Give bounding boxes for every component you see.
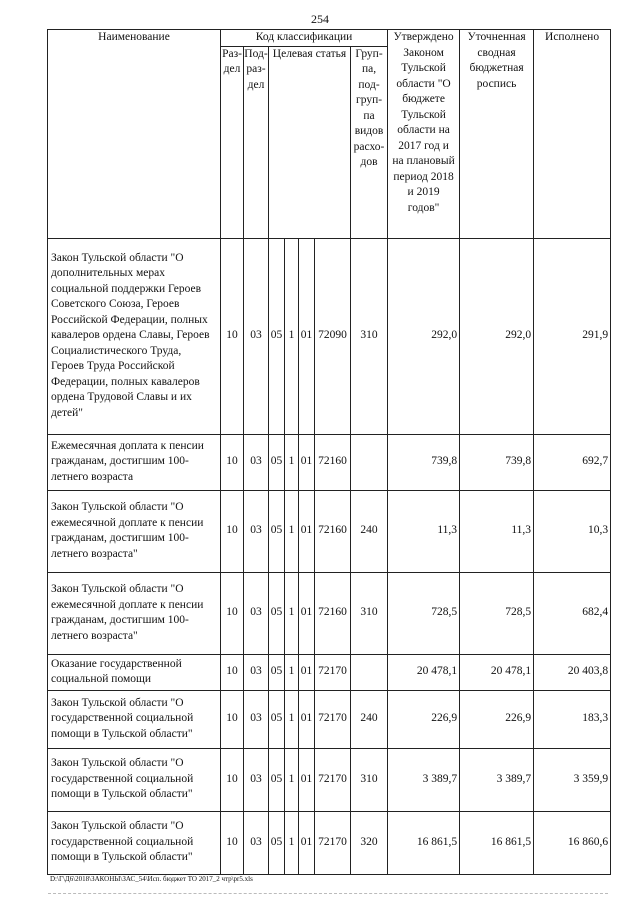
target-article-part-1: 05 <box>269 238 285 434</box>
expense-group-code: 320 <box>351 811 388 874</box>
refined-amount: 3 389,7 <box>460 748 534 811</box>
refined-amount: 20 478,1 <box>460 654 534 690</box>
target-article-part-3: 01 <box>299 690 315 748</box>
approved-amount: 3 389,7 <box>388 748 460 811</box>
section-code: 10 <box>221 238 244 434</box>
target-article-part-4: 72160 <box>315 490 351 572</box>
footer-file-path: D:\Г\Д6\2018\ЗАКОНЫ\ЗАС_54\Исп. бюджет ТО 2017_2 чтр\pr5.xls <box>50 875 253 883</box>
executed-amount: 183,3 <box>534 690 611 748</box>
subsection-code: 03 <box>244 654 269 690</box>
section-code: 10 <box>221 434 244 490</box>
header-section: Раз- дел <box>221 46 244 238</box>
row-name: Закон Тульской области "О государственной социальной помощи в Тульской области" <box>48 811 221 874</box>
target-article-part-3: 01 <box>299 238 315 434</box>
header-code-group: Код классификации <box>221 30 388 47</box>
subsection-code: 03 <box>244 238 269 434</box>
approved-amount: 226,9 <box>388 690 460 748</box>
target-article-part-3: 01 <box>299 434 315 490</box>
target-article-part-1: 05 <box>269 690 285 748</box>
header-name: Наименование <box>48 30 221 239</box>
target-article-part-3: 01 <box>299 654 315 690</box>
table-row <box>48 238 611 434</box>
table-row <box>48 811 611 874</box>
row-name: Оказание государственной социальной помощи <box>48 654 221 690</box>
expense-group-code: 240 <box>351 490 388 572</box>
budget-table <box>47 29 611 875</box>
target-article-part-3: 01 <box>299 748 315 811</box>
table-row <box>48 690 611 748</box>
target-article-part-2: 1 <box>285 811 299 874</box>
approved-amount: 16 861,5 <box>388 811 460 874</box>
executed-amount: 692,7 <box>534 434 611 490</box>
approved-amount: 20 478,1 <box>388 654 460 690</box>
row-name: Закон Тульской области "О ежемесячной доплате к пенсии гражданам, достигшим 100-летнего возраста" <box>48 490 221 572</box>
subsection-code: 03 <box>244 572 269 654</box>
refined-amount: 739,8 <box>460 434 534 490</box>
target-article-part-1: 05 <box>269 572 285 654</box>
table-row <box>48 434 611 490</box>
header-refined: Уточненная сводная бюджетная роспись <box>460 30 534 239</box>
target-article-part-2: 1 <box>285 434 299 490</box>
approved-amount: 739,8 <box>388 434 460 490</box>
target-article-part-1: 05 <box>269 654 285 690</box>
refined-amount: 11,3 <box>460 490 534 572</box>
expense-group-code: 310 <box>351 572 388 654</box>
expense-group-code: 310 <box>351 238 388 434</box>
table-row <box>48 654 611 690</box>
row-name: Закон Тульской области "О ежемесячной доплате к пенсии гражданам, достигшим 100-летнего возраста" <box>48 572 221 654</box>
page-number: 254 <box>311 12 329 26</box>
target-article-part-2: 1 <box>285 490 299 572</box>
section-code: 10 <box>221 490 244 572</box>
bottom-divider <box>48 893 608 894</box>
row-name: Ежемесячная доплата к пенсии гражданам, достигшим 100-летнего возраста <box>48 434 221 490</box>
refined-amount: 292,0 <box>460 238 534 434</box>
header-target-article: Целевая статья <box>269 46 351 238</box>
target-article-part-4: 72160 <box>315 434 351 490</box>
row-name: Закон Тульской области "О государственной социальной помощи в Тульской области" <box>48 690 221 748</box>
table-row <box>48 490 611 572</box>
target-article-part-4: 72170 <box>315 654 351 690</box>
row-name: Закон Тульской области "О государственной социальной помощи в Тульской области" <box>48 748 221 811</box>
subsection-code: 03 <box>244 690 269 748</box>
target-article-part-3: 01 <box>299 572 315 654</box>
target-article-part-1: 05 <box>269 490 285 572</box>
row-name: Закон Тульской области "О дополнительных мерах социальной поддержки Героев Советского Союза, Героев Российской Федерации, полных кавалеров ордена Славы, Героев Социалистического Труда, Героев Труда Российской Федерации, полных кавалеров ордена Трудовой Славы и их детей" <box>48 238 221 434</box>
expense-group-code: 240 <box>351 690 388 748</box>
expense-group-code: 310 <box>351 748 388 811</box>
target-article-part-1: 05 <box>269 434 285 490</box>
target-article-part-4: 72170 <box>315 811 351 874</box>
subsection-code: 03 <box>244 434 269 490</box>
table-row <box>48 572 611 654</box>
subsection-code: 03 <box>244 811 269 874</box>
approved-amount: 728,5 <box>388 572 460 654</box>
header-executed: Исполнено <box>534 30 611 239</box>
header-row-1 <box>48 30 611 47</box>
executed-amount: 10,3 <box>534 490 611 572</box>
target-article-part-2: 1 <box>285 748 299 811</box>
target-article-part-1: 05 <box>269 748 285 811</box>
target-article-part-2: 1 <box>285 654 299 690</box>
target-article-part-2: 1 <box>285 238 299 434</box>
target-article-part-4: 72160 <box>315 572 351 654</box>
section-code: 10 <box>221 811 244 874</box>
executed-amount: 16 860,6 <box>534 811 611 874</box>
target-article-part-4: 72170 <box>315 690 351 748</box>
approved-amount: 292,0 <box>388 238 460 434</box>
header-subsection: Под- раз- дел <box>244 46 269 238</box>
executed-amount: 3 359,9 <box>534 748 611 811</box>
section-code: 10 <box>221 654 244 690</box>
target-article-part-2: 1 <box>285 690 299 748</box>
expense-group-code <box>351 654 388 690</box>
target-article-part-4: 72170 <box>315 748 351 811</box>
target-article-part-3: 01 <box>299 490 315 572</box>
refined-amount: 226,9 <box>460 690 534 748</box>
refined-amount: 16 861,5 <box>460 811 534 874</box>
header-approved: Утверждено Законом Тульской области "О бюджете Тульской области на 2017 год и на плановый период 2018 и 2019 годов" <box>388 30 460 239</box>
approved-amount: 11,3 <box>388 490 460 572</box>
executed-amount: 682,4 <box>534 572 611 654</box>
section-code: 10 <box>221 748 244 811</box>
executed-amount: 20 403,8 <box>534 654 611 690</box>
target-article-part-4: 72090 <box>315 238 351 434</box>
table-row <box>48 748 611 811</box>
section-code: 10 <box>221 572 244 654</box>
refined-amount: 728,5 <box>460 572 534 654</box>
target-article-part-2: 1 <box>285 572 299 654</box>
subsection-code: 03 <box>244 490 269 572</box>
section-code: 10 <box>221 690 244 748</box>
target-article-part-3: 01 <box>299 811 315 874</box>
subsection-code: 03 <box>244 748 269 811</box>
header-expense-group: Груп- па, под- груп- па видов расхо- дов <box>351 46 388 238</box>
executed-amount: 291,9 <box>534 238 611 434</box>
expense-group-code <box>351 434 388 490</box>
target-article-part-1: 05 <box>269 811 285 874</box>
